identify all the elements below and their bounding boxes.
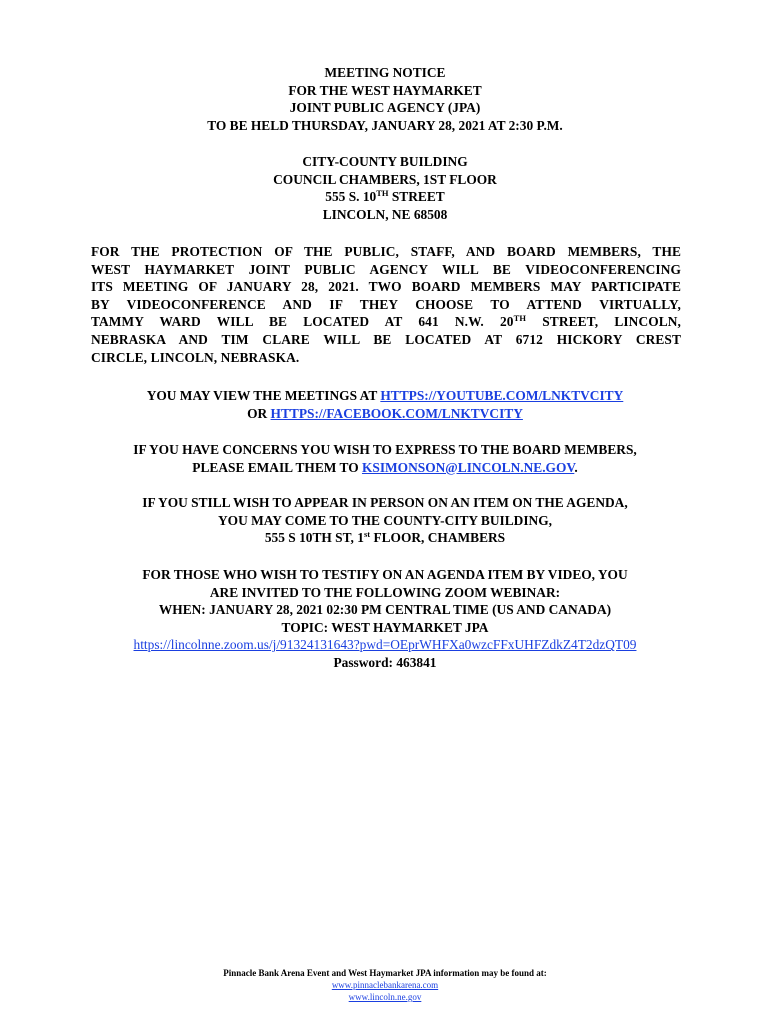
concerns-suffix: . bbox=[574, 459, 578, 475]
agency-name: JOINT PUBLIC AGENCY (JPA) bbox=[289, 100, 481, 116]
street-address-suffix: STREET bbox=[388, 189, 445, 205]
street-address bbox=[60, 188, 710, 206]
protection-line: ITS MEETING OF JANUARY 28, 2021. TWO BOARD MEMBERS MAY PARTICIPATE bbox=[91, 279, 681, 295]
building-name: CITY-COUNTY BUILDING bbox=[302, 154, 468, 169]
zoom-when: WHEN: JANUARY 28, 2021 02:30 PM CENTRAL TIME (US AND CANADA) bbox=[158, 602, 612, 618]
lincoln-gov-link[interactable]: www.lincoln.ne.gov bbox=[348, 992, 422, 1002]
protection-line bbox=[91, 313, 681, 331]
protection-line: FOR THE PROTECTION OF THE PUBLIC, STAFF, AND BOARD MEMBERS, THE bbox=[91, 244, 681, 259]
street-address-number: 555 S. 10 bbox=[325, 189, 377, 205]
in-person-line: YOU MAY COME TO THE COUNTY-CITY BUILDING, bbox=[218, 512, 552, 528]
room-name: COUNCIL CHAMBERS, 1ST FLOOR bbox=[273, 171, 497, 187]
youtube-link[interactable]: HTTPS://YOUTUBE.COM/LNKTVCITY bbox=[380, 388, 624, 403]
notice-title: MEETING NOTICE bbox=[324, 65, 446, 80]
in-person-address: 555 S 10TH ST, 1 bbox=[264, 530, 364, 546]
zoom-topic: TOPIC: WEST HAYMARKET JPA bbox=[281, 619, 489, 635]
zoom-link-line bbox=[60, 636, 710, 654]
view-meetings-block bbox=[60, 387, 710, 422]
in-person-floor: FLOOR, CHAMBERS bbox=[370, 530, 506, 546]
protection-line: BY VIDEOCONFERENCE AND IF THEY CHOOSE TO ATTEND VIRTUALLY, bbox=[91, 296, 681, 312]
view-line bbox=[60, 387, 710, 405]
concerns-line bbox=[60, 459, 710, 477]
zoom-webinar-link[interactable]: https://lincolnne.zoom.us/j/91324131643?pwd=OEprWHFXa0wzcFFxUHFZdkZ4T2dzQT09 bbox=[133, 637, 637, 653]
protection-line: NEBRASKA AND TIM CLARE WILL BE LOCATED AT 6712 HICKORY CREST bbox=[91, 331, 681, 347]
meeting-datetime: TO BE HELD THURSDAY, JANUARY 28, 2021 AT 2:30 P.M. bbox=[207, 117, 563, 133]
protection-line-part: TAMMY WARD WILL BE LOCATED AT 641 N.W. 20 bbox=[91, 314, 514, 330]
location-block bbox=[60, 153, 710, 223]
concerns-line: IF YOU HAVE CONCERNS YOU WISH TO EXPRESS TO THE BOARD MEMBERS, bbox=[133, 442, 637, 457]
view-or: OR bbox=[247, 405, 271, 421]
zoom-line: ARE INVITED TO THE FOLLOWING ZOOM WEBINAR: bbox=[209, 584, 561, 600]
footer-note: Pinnacle Bank Arena Event and West Haymarket JPA information may be found at: bbox=[223, 968, 547, 978]
street-address-sup: TH bbox=[376, 188, 389, 199]
in-person-sup: st bbox=[363, 529, 371, 540]
email-link[interactable]: KSIMONSON@LINCOLN.NE.GOV bbox=[361, 459, 575, 475]
protection-paragraph bbox=[91, 243, 681, 366]
protection-line: WEST HAYMARKET JOINT PUBLIC AGENCY WILL BE VIDEOCONFERENCING bbox=[91, 261, 681, 277]
notice-subtitle: FOR THE WEST HAYMARKET bbox=[288, 82, 482, 98]
footer bbox=[60, 968, 710, 1003]
in-person-line: IF YOU STILL WISH TO APPEAR IN PERSON ON AN ITEM ON THE AGENDA, bbox=[142, 495, 628, 510]
city-state-zip: LINCOLN, NE 68508 bbox=[322, 206, 448, 222]
protection-line-part: STREET, LINCOLN, bbox=[526, 314, 681, 330]
in-person-line bbox=[60, 529, 710, 547]
concerns-prefix: PLEASE EMAIL THEM TO bbox=[192, 459, 362, 475]
facebook-link[interactable]: HTTPS://FACEBOOK.COM/LNKTVCITY bbox=[270, 405, 523, 421]
zoom-password: Password: 463841 bbox=[333, 654, 437, 670]
pinnacle-bank-arena-link[interactable]: www.pinnaclebankarena.com bbox=[331, 980, 439, 990]
zoom-line: FOR THOSE WHO WISH TO TESTIFY ON AN AGENDA ITEM BY VIDEO, YOU bbox=[142, 567, 628, 582]
view-prefix: YOU MAY VIEW THE MEETINGS AT bbox=[146, 388, 381, 403]
concerns-block bbox=[60, 441, 710, 476]
view-line bbox=[60, 405, 710, 423]
protection-line-sup: TH bbox=[513, 313, 527, 324]
protection-line: CIRCLE, LINCOLN, NEBRASKA. bbox=[91, 349, 300, 365]
zoom-block bbox=[60, 566, 710, 672]
in-person-block bbox=[60, 494, 710, 547]
notice-header bbox=[60, 64, 710, 134]
